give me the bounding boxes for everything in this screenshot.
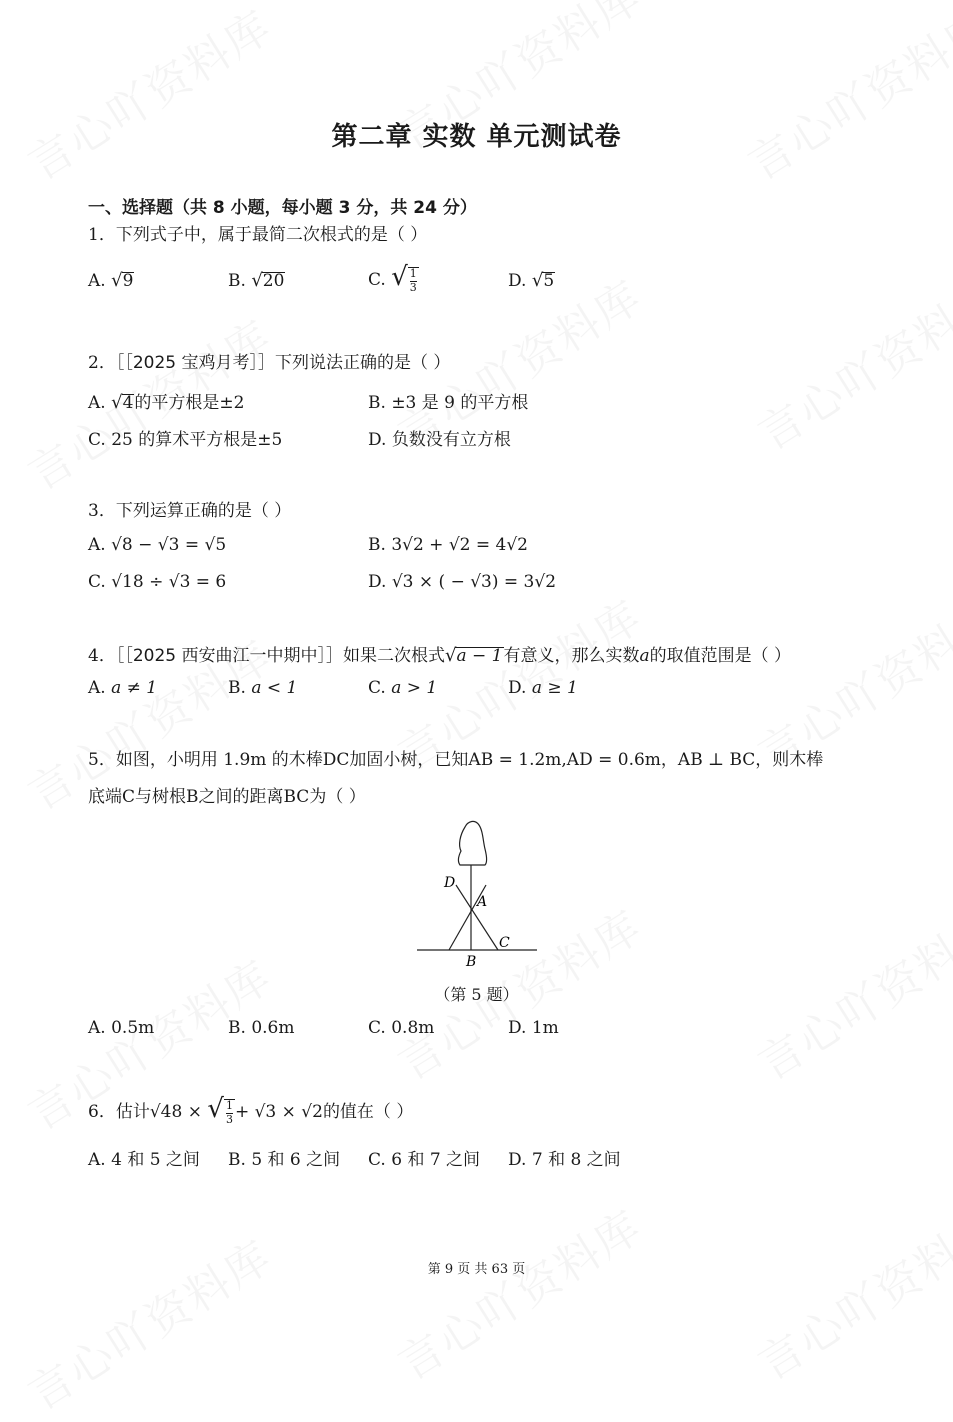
question-1-option-a: A. √9 [88,270,134,291]
question-4-option-c [368,678,437,698]
option-label: D. [508,271,527,291]
option-label: B. [228,678,246,698]
question-3-option-a [88,535,226,555]
option-text: a > 1 [391,678,438,698]
question-4-option-a [88,678,157,698]
option-label: A. [88,271,106,291]
radicand: 4 [122,393,134,413]
tree-support-diagram [413,815,543,975]
point-label-b: B [466,954,477,970]
option-label: C. [88,572,106,592]
option-label: B. [368,393,386,413]
option-text: 6 和 7 之间 [391,1150,481,1170]
question-3-option-b [368,535,528,555]
radicand: 20 [262,271,285,291]
question-4-stem: 4．［［2025 西安曲江一中期中］］如果二次根式√a − 1有意义，那么实数a的取值范围是（ ） [88,645,792,666]
option-label: C. [368,270,386,290]
question-2-option-d [368,425,511,450]
question-text: 的取值范围是（ ） [649,646,792,666]
option-text: 的平方根是±2 [134,393,245,413]
question-1-option-b: B. √20 [228,270,285,291]
source-tag: ［［2025 西安曲江一中期中］］ [115,646,343,666]
source-tag: ［［2025 宝鸡月考］］ [115,353,275,373]
question-text: 有意义，那么实数 [503,646,640,666]
option-text: a ≥ 1 [531,678,578,698]
question-1-stem [88,220,427,245]
option-label: A. [88,393,106,413]
question-6-option-c [368,1145,480,1170]
option-label: B. [228,271,246,291]
option-text: 0.6m [251,1018,295,1038]
page-footer: 第 9 页 共 63 页 [427,1262,526,1277]
point-label-c: C [499,935,510,951]
option-text: a ≠ 1 [111,678,158,698]
option-label: A. [88,678,106,698]
question-5-option-c [368,1018,434,1038]
option-text: 7 和 8 之间 [531,1150,621,1170]
option-text: ±3 是 9 的平方根 [391,393,529,413]
option-label: C. [88,430,106,450]
question-number: 2． [88,353,116,373]
math-expression: √48 × [149,1102,202,1122]
option-label: C. [368,1018,386,1038]
point-label-d: D [444,875,456,891]
option-text: 1m [531,1018,559,1038]
question-6-option-a [88,1145,200,1170]
option-label: C. [368,678,386,698]
question-number: 5． [88,750,116,770]
question-number: 3． [88,501,116,521]
question-2-option-a: A. √4的平方根是±2 [88,392,245,413]
question-5-figure [413,815,543,975]
option-text: 0.5m [111,1018,155,1038]
figure-caption: （第 5 题） [434,985,519,1004]
question-3-option-d [368,572,556,592]
question-text: 下列式子中，属于最简二次根式的是（ ） [115,225,428,245]
option-label: A. [88,1150,106,1170]
question-text: 下列说法正确的是（ ） [275,353,451,373]
variable: a [639,646,650,666]
question-2-stem [88,348,450,373]
option-label: B. [368,535,386,555]
radicand: 9 [122,271,134,291]
radicand: a − 1 [456,646,503,666]
question-6-option-b [228,1145,340,1170]
math-expression: + √3 × √2 [234,1102,323,1122]
question-text: 估计 [115,1102,150,1122]
page-title: 第二章 实数 单元测试卷 [331,122,622,152]
question-5-stem-line-2 [88,782,366,807]
question-1-option-d: D. √5 [508,270,555,291]
option-label: D. [368,430,387,450]
fraction: $\frac{1}{3}$ [409,267,417,294]
question-1-option-c: C. √ $\frac{1}{3}$ [368,262,417,294]
option-label: A. [88,1018,106,1038]
question-number: 6． [88,1102,116,1122]
option-label: D. [368,572,387,592]
option-label: D. [508,678,527,698]
question-text: 如果二次根式 [343,646,445,666]
question-5-option-a [88,1018,154,1038]
question-6-option-d [508,1145,621,1170]
point-label-a: A [477,894,488,910]
option-label: B. [228,1018,246,1038]
option-text: 5 和 6 之间 [251,1150,341,1170]
question-3-option-c [88,572,226,592]
option-label: D. [508,1150,527,1170]
question-3-stem [88,496,291,521]
option-text: √18 ÷ √3 = 6 [111,572,227,592]
option-text: 4 和 5 之间 [111,1150,200,1170]
option-text: 25 的算术平方根是±5 [111,430,283,450]
question-5-option-b [228,1018,294,1038]
question-2-option-c [88,425,282,450]
question-text: 下列运算正确的是（ ） [115,501,292,521]
option-text: √8 − √3 = √5 [111,535,227,555]
question-4-option-d [508,678,578,698]
option-text: a < 1 [251,678,298,698]
question-5-option-d [508,1018,559,1038]
question-6-stem: 6．估计√48 × √ $\frac{1}{3}$ + √3 × √2的值在（ ） [88,1094,414,1126]
option-text: 0.8m [391,1018,435,1038]
option-text: √3 × ( − √3) = 3√2 [391,572,557,592]
question-2-option-b [368,388,528,413]
question-text: 如图，小明用 1.9m 的木棒DC加固小树，已知AB = 1.2m,AD = 0.6m，AB ⊥ BC，则木棒 [115,750,824,770]
question-number: 1． [88,225,116,245]
question-number: 4． [88,646,116,666]
radicand: 5 [543,271,555,291]
question-text: 的值在（ ） [322,1102,414,1122]
option-label: A. [88,535,106,555]
option-label: D. [508,1018,527,1038]
option-text: 3√2 + √2 = 4√2 [391,535,528,555]
option-label: B. [228,1150,246,1170]
question-text: 底端C与树根B之间的距离BC为（ ） [88,787,366,807]
option-text: 负数没有立方根 [391,430,511,450]
fraction: $\frac{1}{3}$ [225,1099,233,1126]
question-4-option-b [228,678,297,698]
section-heading: 一、选择题（共 8 小题，每小题 3 分，共 24 分） [88,198,477,218]
option-label: C. [368,1150,386,1170]
question-5-stem-line-1 [88,745,823,770]
